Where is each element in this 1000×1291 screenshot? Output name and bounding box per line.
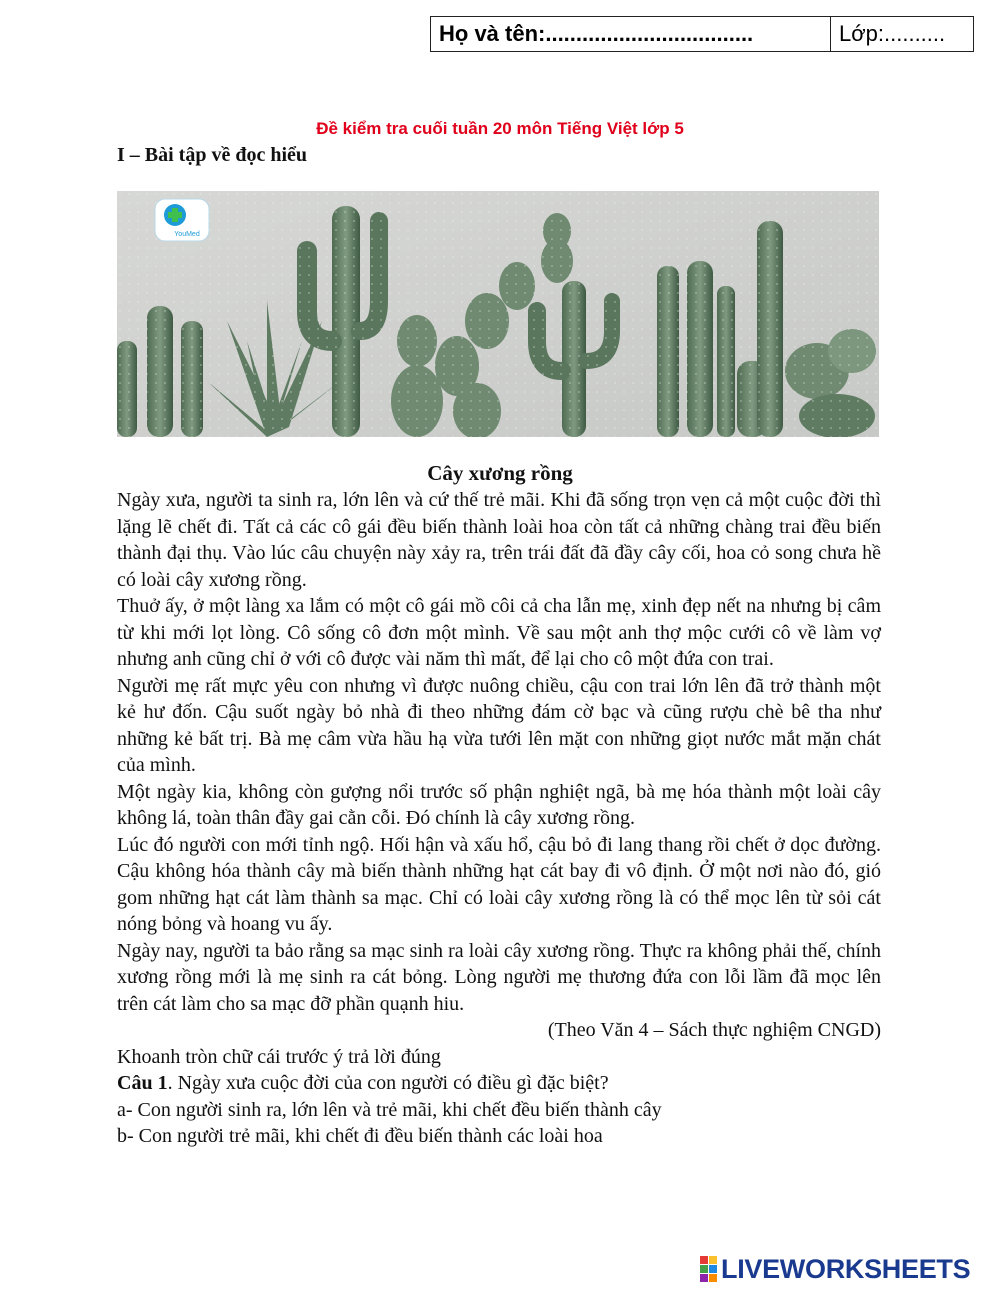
logo-text: LIVEWORKSHEETS (721, 1253, 971, 1284)
logo-tile (709, 1256, 717, 1264)
logo-tile (700, 1256, 708, 1264)
cactus-banner-image (117, 191, 879, 437)
story-body (117, 487, 881, 1150)
story-paragraph-2: Thuở ấy, ở một làng xa lắm có một cô gái mồ côi cả cha lẫn mẹ, xinh đẹp nết na nhưng bị câm từ khi mới lọt lòng. Cô sống cô đơn một mình. Về sau một anh thợ mộc cưới cô về làm vợ nhưng anh cũng chỉ ở với cô được vài năm thì mất, để lại cho cô một đứa con trai. (117, 595, 881, 670)
story-source: (Theo Văn 4 – Sách thực nghiệm CNGD) (547, 1019, 881, 1041)
story-paragraph-3: Người mẹ rất mực yêu con nhưng vì được nuông chiều, cậu con trai lớn lên đã trở thành một kẻ hư đốn. Cậu suốt ngày bỏ nhà đi theo những đám cờ bạc và cũng rượu chè bê tha như những kẻ bất trị. Bà mẹ câm vừa hầu hạ vừa tưới lên mặt con những giọt nước mắt mặn chát của mình. (117, 674, 881, 776)
story-paragraph-1: Ngày xưa, người ta sinh ra, lớn lên và cứ thế trẻ mãi. Khi đã sống trọn vẹn cả một cuộc đời thì lặng lẽ chết đi. Tất cả các cô gái đều biến thành loài hoa còn tất cả những chàng trai đều biến thành đại thụ. Vào lúc câu chuyện này xảy ra, trên trái đất đã đầy cây cối, hoa cỏ song chưa hề có loài cây xương rồng. (117, 489, 881, 591)
liveworksheets-logo (700, 1253, 970, 1285)
question-1-label: Câu 1 (117, 1072, 168, 1094)
logo-tile (709, 1265, 717, 1273)
question-1-option-a[interactable]: a- Con người sinh ra, lớn lên và trẻ mãi, khi chết đều biến thành cây (117, 1098, 662, 1121)
logo-tile (700, 1274, 708, 1282)
student-name-field[interactable]: Họ và tên:.................................. (431, 17, 831, 51)
class-field[interactable]: Lớp:.......... (839, 21, 946, 46)
question-1-option-b[interactable]: b- Con người trẻ mãi, khi chết đi đều biến thành các loài hoa (117, 1125, 603, 1147)
page-title: Đề kiểm tra cuối tuần 20 môn Tiếng Việt lớp 5 (316, 119, 684, 138)
logo-tile (700, 1265, 708, 1273)
story-title: Cây xương rồng (427, 461, 573, 485)
student-info-box (430, 16, 974, 52)
story-paragraph-6: Ngày nay, người ta bảo rằng sa mạc sinh ra loài cây xương rồng. Thực ra không phải thế, chính xương rồng mới là mẹ sinh ra cát bỏng. Lòng người mẹ thương đứa con lỗi lầm đã mọc lên trên cát làm cho sa mạc đỡ phần quạnh hiu. (117, 939, 881, 1015)
question-1 (117, 1070, 881, 1097)
youmed-logo: YouMed (174, 231, 200, 238)
story-paragraph-5: Lúc đó người con mới tỉnh ngộ. Hối hận và xấu hổ, cậu bỏ đi lang thang rồi chết ở dọc đường. Cậu không hóa thành cây mà biến thành những hạt cát bay đi vô định. Ở một nơi nào đó, gió gom những hạt cát làm thành sa mạc. Chỉ có loài cây xương rồng là có thể mọc lên từ sỏi cát nóng bỏng và hoang vu ấy. (117, 833, 881, 935)
section-heading: I – Bài tập về đọc hiểu (117, 144, 308, 166)
question-1-text: . Ngày xưa cuộc đời của con người có điều gì đặc biệt? (167, 1072, 609, 1094)
logo-tile (709, 1274, 717, 1282)
story-paragraph-4: Một ngày kia, không còn gượng nổi trước số phận nghiệt ngã, bà mẹ hóa thành một loài cây không lá, toàn thân đầy gai cằn cỗi. Đó chính là cây xương rồng. (117, 780, 881, 829)
instruction-text: Khoanh tròn chữ cái trước ý trả lời đúng (117, 1045, 441, 1068)
logo-tiles-icon (700, 1256, 717, 1282)
